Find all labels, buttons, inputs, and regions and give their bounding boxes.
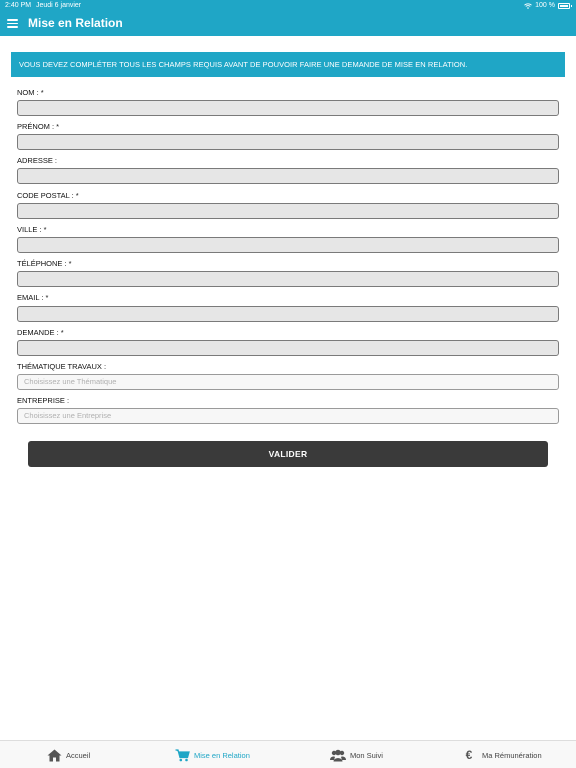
ville-label: VILLE : *	[17, 225, 47, 234]
tab-accueil[interactable]	[47, 741, 90, 768]
euro-icon: €	[465, 748, 473, 762]
email-label: EMAIL : *	[17, 293, 49, 302]
header-bar	[0, 12, 576, 36]
demande-input[interactable]	[17, 340, 559, 356]
demande-label: DEMANDE : *	[17, 328, 64, 337]
home-icon	[47, 749, 62, 762]
tab-bar	[0, 740, 576, 768]
users-icon	[330, 749, 346, 762]
status-right	[524, 0, 570, 12]
ville-input[interactable]	[17, 237, 559, 253]
entreprise-label: ENTREPRISE :	[17, 396, 70, 405]
telephone-label: TÉLÉPHONE : *	[17, 259, 72, 268]
thematique-label: THÉMATIQUE TRAVAUX :	[17, 362, 107, 371]
code-postal-input[interactable]	[17, 203, 559, 219]
tab-ma-remuneration-label: Ma Rémunération	[482, 750, 542, 760]
tab-mon-suivi[interactable]	[330, 741, 383, 768]
valider-button[interactable]: VALIDER	[28, 441, 548, 467]
prenom-input[interactable]	[17, 134, 559, 150]
prenom-label: PRÉNOM : *	[17, 122, 60, 131]
nom-input[interactable]	[17, 100, 559, 116]
tab-accueil-label: Accueil	[66, 750, 91, 760]
status-time: 2:40 PM	[5, 2, 32, 9]
required-fields-notice: VOUS DEVEZ COMPLÉTER TOUS LES CHAMPS REQUIS AVANT DE POUVOIR FAIRE UNE DEMANDE DE MISE EN RELATION.	[11, 52, 565, 77]
tab-mon-suivi-label: Mon Suivi	[350, 750, 383, 760]
page-title: Mise en Relation	[28, 16, 123, 30]
tab-ma-remuneration[interactable]	[463, 741, 542, 768]
tab-mise-en-relation-label: Mise en Relation	[194, 750, 250, 760]
adresse-label: ADRESSE :	[17, 156, 58, 165]
status-date: Jeudi 6 janvier	[36, 2, 82, 9]
wifi-icon	[524, 3, 532, 9]
battery-icon	[558, 3, 570, 9]
entreprise-select[interactable]: Choisissez une Entreprise	[17, 408, 559, 424]
tab-mise-en-relation[interactable]	[175, 741, 250, 768]
menu-icon[interactable]	[7, 19, 18, 28]
nom-label: NOM : *	[17, 88, 44, 97]
adresse-input[interactable]	[17, 168, 559, 184]
thematique-select[interactable]: Choisissez une Thématique	[17, 374, 559, 390]
telephone-input[interactable]	[17, 271, 559, 287]
email-input[interactable]	[17, 306, 559, 322]
battery-percent: 100 %	[535, 2, 555, 9]
cart-icon	[175, 749, 190, 762]
code-postal-label: CODE POSTAL : *	[17, 191, 79, 200]
status-bar	[0, 0, 576, 12]
